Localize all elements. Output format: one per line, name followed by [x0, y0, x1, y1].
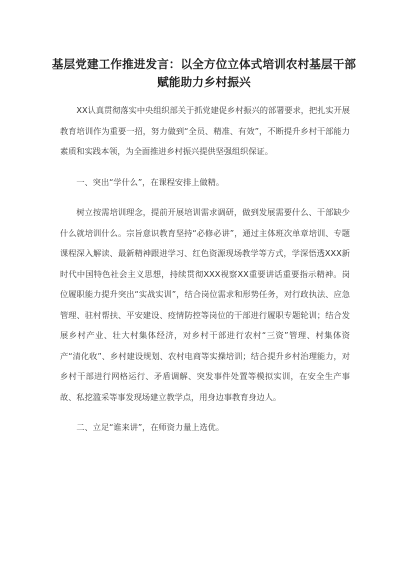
section-heading-2: 二、立足“谁来讲”，在师资力量上选优。 [76, 422, 225, 432]
section-body-1: 树立按需培训理念，提前开展培训需求调研，做到发展需要什么、干部缺少什么就培训什么。宗旨意识教育坚持“必修必讲”，通过主体班次单章培训、专题课程深入解读、最新精神跟进学习、红色资源现场教学等方式，学深悟透XXX新时代中国特色社会主义思想，持续贯彻XXX视察XX重要讲话重要指示精神。岗位履职能力提升突出“实战实训”，结合岗位需求和形势任务，对行政执法、应急管理、驻村帮扶、平安建设、疫情防控等岗位的干部进行履职专题轮训；结合发展乡村产业、壮大村集体经济，对乡村干部进行农村“三资”管理、村集体资产“清化收”、乡村建设规划、农村电商等实操培训；结合提升乡村治理能力，对乡村干部进行网格运行、矛盾调解、突发事件处置等模拟实训，在安全生产事故、私挖滥采等事发现场建立教学点，用身边事教育身边人。 [60, 207, 350, 402]
document-title: 基层党建工作推进发言：以全方位立体式培训农村基层干部赋能助力乡村振兴 [51, 57, 357, 89]
paragraph-gap [60, 192, 350, 202]
paragraph-gap [60, 162, 350, 172]
paragraph-gap [60, 407, 350, 417]
document-body [60, 100, 350, 438]
section-heading-1: 一、突出“学什么”，在课程安排上做精。 [76, 176, 225, 187]
intro-paragraph: XX认真贯彻落实中央组织部关于抓党建促乡村振兴的部署要求，把扎实开展教育培训作为重要一招，努力做到“全员、精准、有效”，不断提升乡村干部能力素质和实践本领，为全面推进乡村振兴提供坚强组织保证。 [60, 105, 350, 156]
